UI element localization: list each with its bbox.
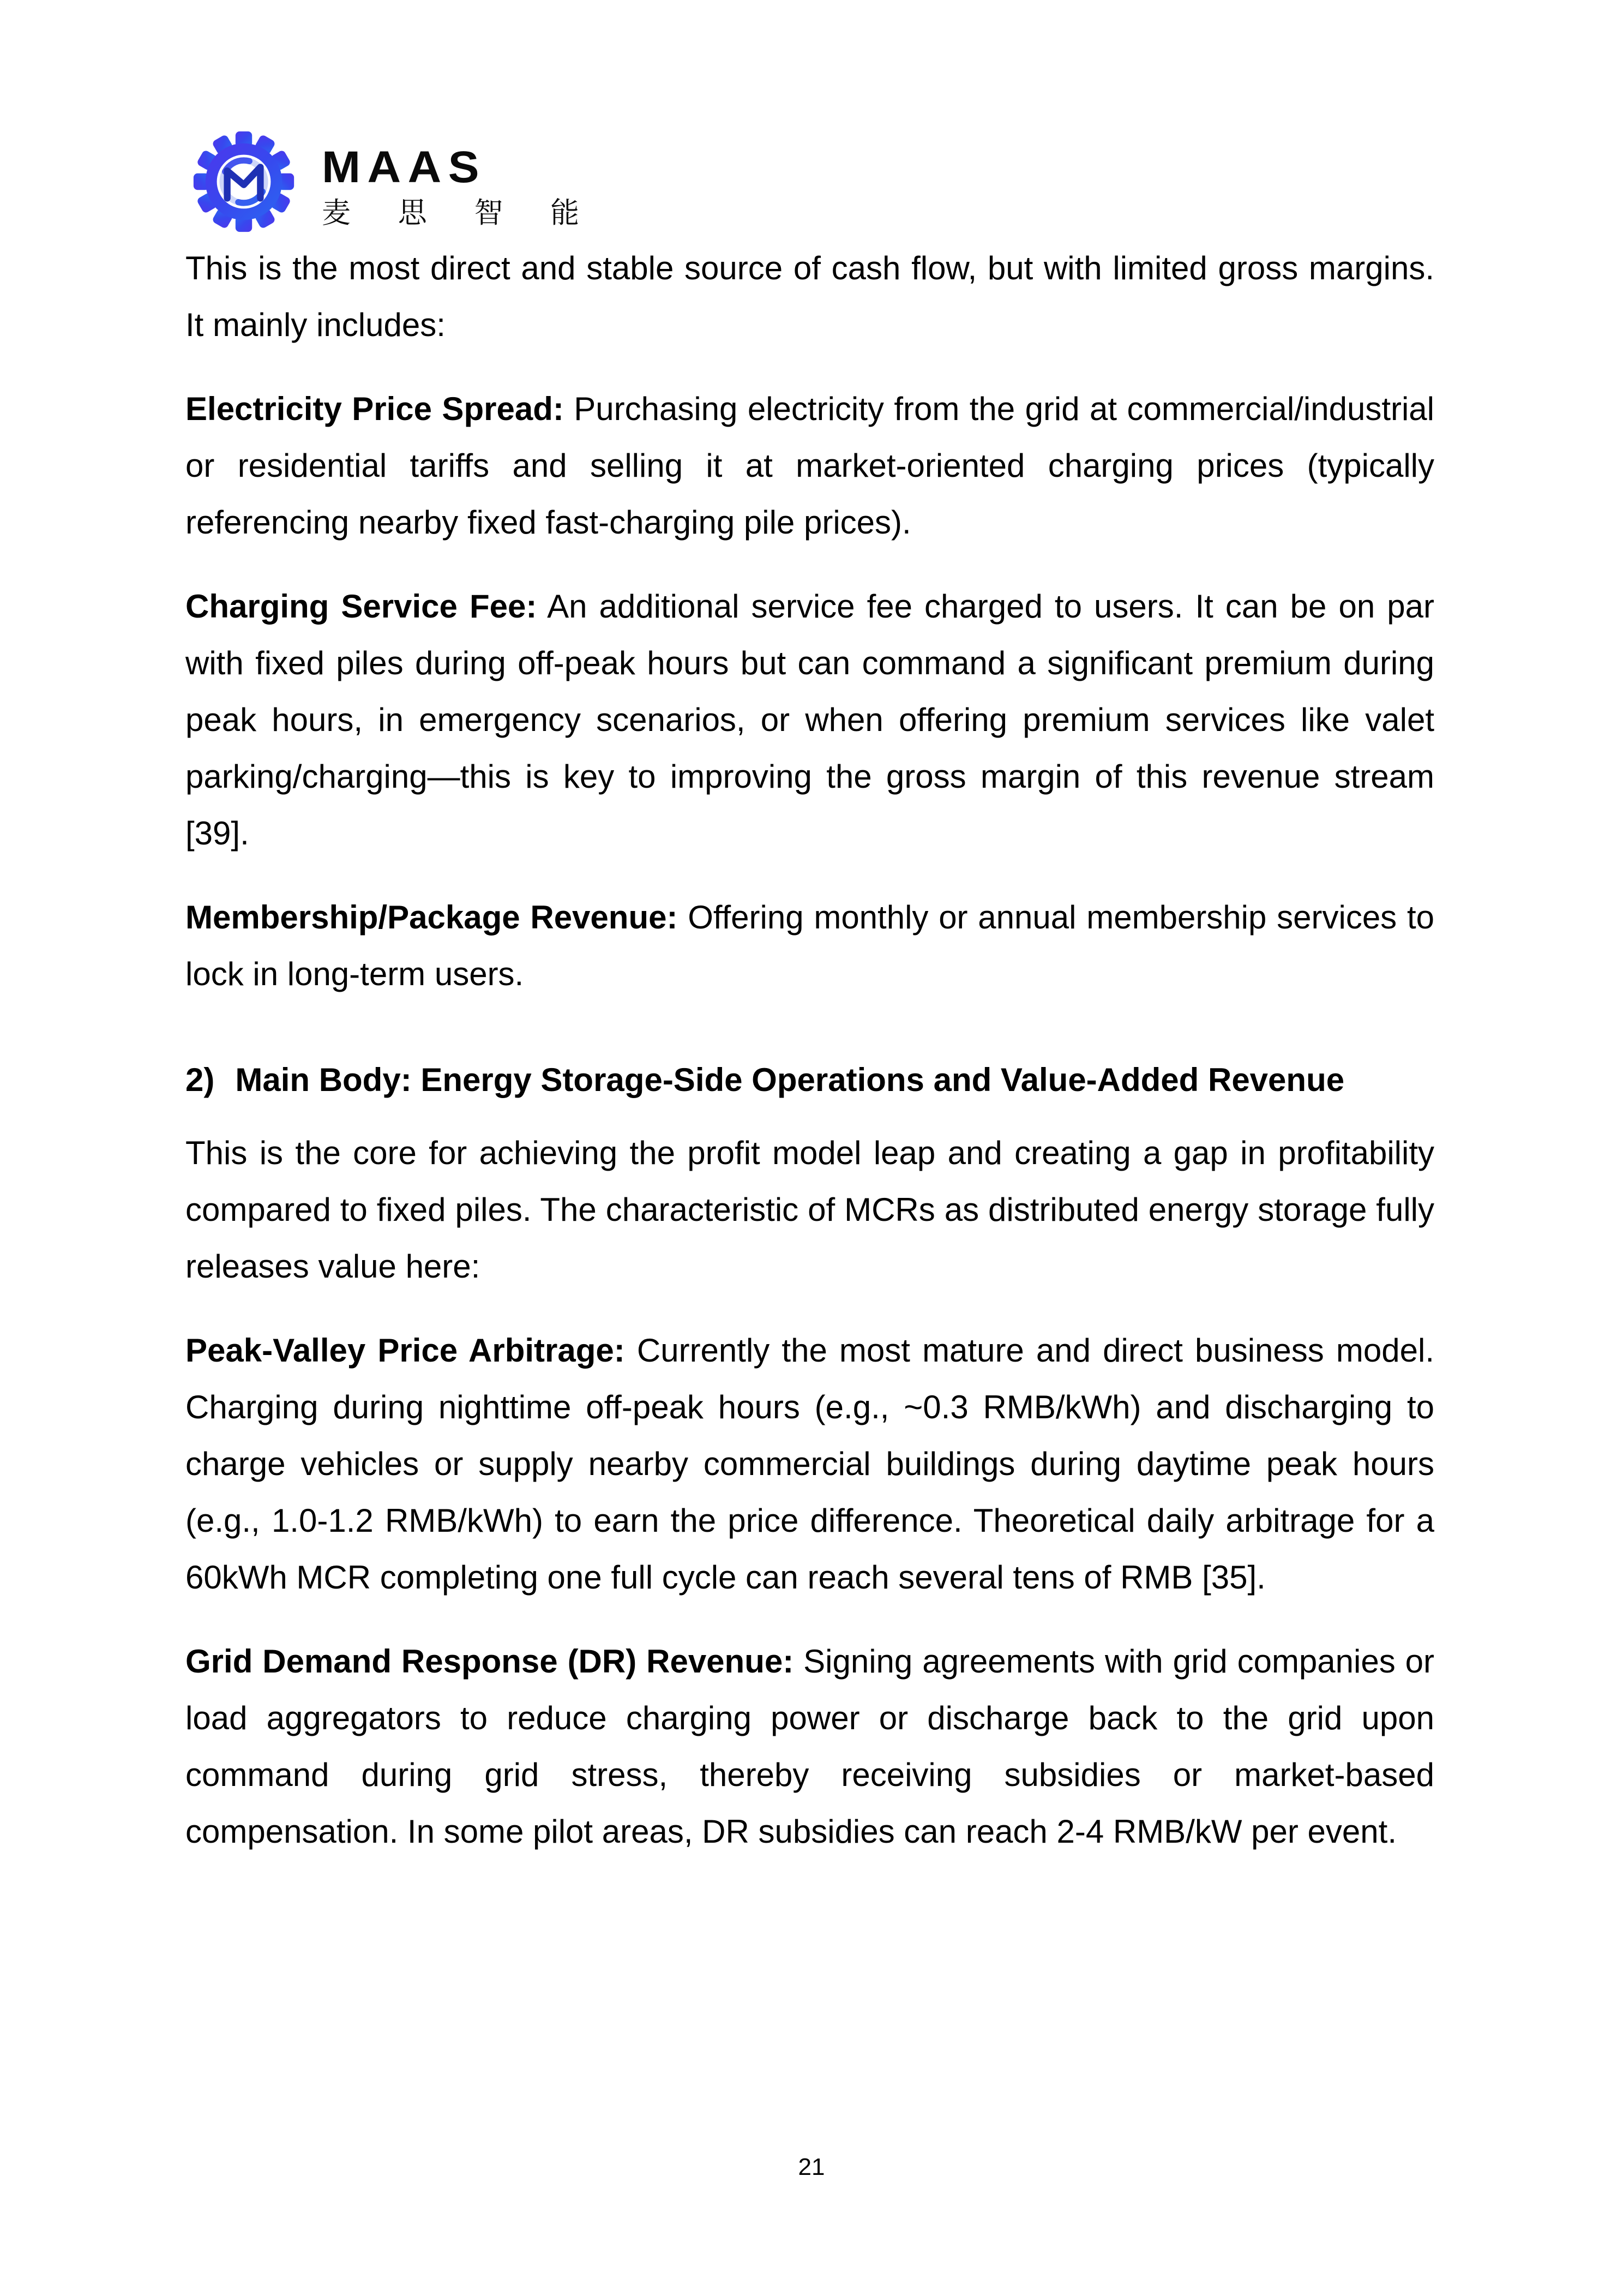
paragraph-lead-label: Peak-Valley Price Arbitrage: <box>185 1332 625 1369</box>
paragraph-text: Currently the most mature and direct business model. Charging during nighttime off-peak hours (e.g., ~0.3 RMB/kWh) and discharging to charge vehicles or supply nearby commercial buildings during daytime peak hours (e.g., 1.0-1.2 RMB/kWh) to earn the price difference. Theoretical daily arbitrage for a 60kWh MCR completing one full cycle can reach several tens of RMB [35]. <box>185 1332 1434 1596</box>
section-heading <box>185 1052 1434 1108</box>
paragraph-peak-valley-arbitrage <box>185 1322 1434 1606</box>
paragraph-text: This is the most direct and stable source of cash flow, but with limited gross margins. It mainly includes: <box>185 250 1434 343</box>
paragraph-text: An additional service fee charged to users. It can be on par with fixed piles during off-peak hours but can command a significant premium during peak hours, in emergency scenarios, or when offering premium services like valet parking/charging—this is key to improving the gross margin of this revenue stream [39]. <box>185 588 1434 852</box>
page-number: 21 <box>798 2154 825 2180</box>
paragraph-text: Purchasing electricity from the grid at commercial/industrial or residential tariffs and selling it at market-oriented charging prices (typically referencing nearby fixed fast-charging pile prices). <box>185 391 1434 541</box>
brand-name: MAAS <box>322 142 486 192</box>
paragraph-lead-label: Membership/Package Revenue: <box>185 899 678 936</box>
paragraph-electricity-price-spread <box>185 381 1434 551</box>
section-heading-number: 2) <box>185 1062 215 1098</box>
paragraph-intro <box>185 240 1434 353</box>
document-body <box>185 240 1434 1860</box>
paragraph-core <box>185 1125 1434 1295</box>
maas-gear-logo-icon <box>192 130 296 233</box>
logo-text <box>322 130 599 227</box>
paragraph-text: This is the core for achieving the profit model leap and creating a gap in profitability compared to fixed piles. The characteristic of MCRs as distributed energy storage fully releases value here: <box>185 1135 1434 1285</box>
paragraph-charging-service-fee <box>185 578 1434 862</box>
section-heading-text: Main Body: Energy Storage-Side Operations and Value-Added Revenue <box>235 1062 1345 1098</box>
paragraph-text: Offering monthly or annual membership services to lock in long-term users. <box>185 899 1434 992</box>
paragraph-lead-label: Electricity Price Spread: <box>185 391 564 427</box>
brand-name-chinese: 麦 思 智 能 <box>322 197 599 229</box>
paragraph-text: Signing agreements with grid companies or load aggregators to reduce charging power or discharge back to the grid upon command during grid stress, thereby receiving subsidies or market-based compensation. In some pilot areas, DR subsidies can reach 2-4 RMB/kW per event. <box>185 1643 1434 1850</box>
logo <box>192 130 1434 233</box>
paragraph-lead-label: Charging Service Fee: <box>185 588 537 625</box>
page-footer <box>0 2154 1623 2181</box>
paragraph-grid-demand-response <box>185 1633 1434 1860</box>
paragraph-membership-package-revenue <box>185 889 1434 1003</box>
paragraph-lead-label: Grid Demand Response (DR) Revenue: <box>185 1643 794 1680</box>
